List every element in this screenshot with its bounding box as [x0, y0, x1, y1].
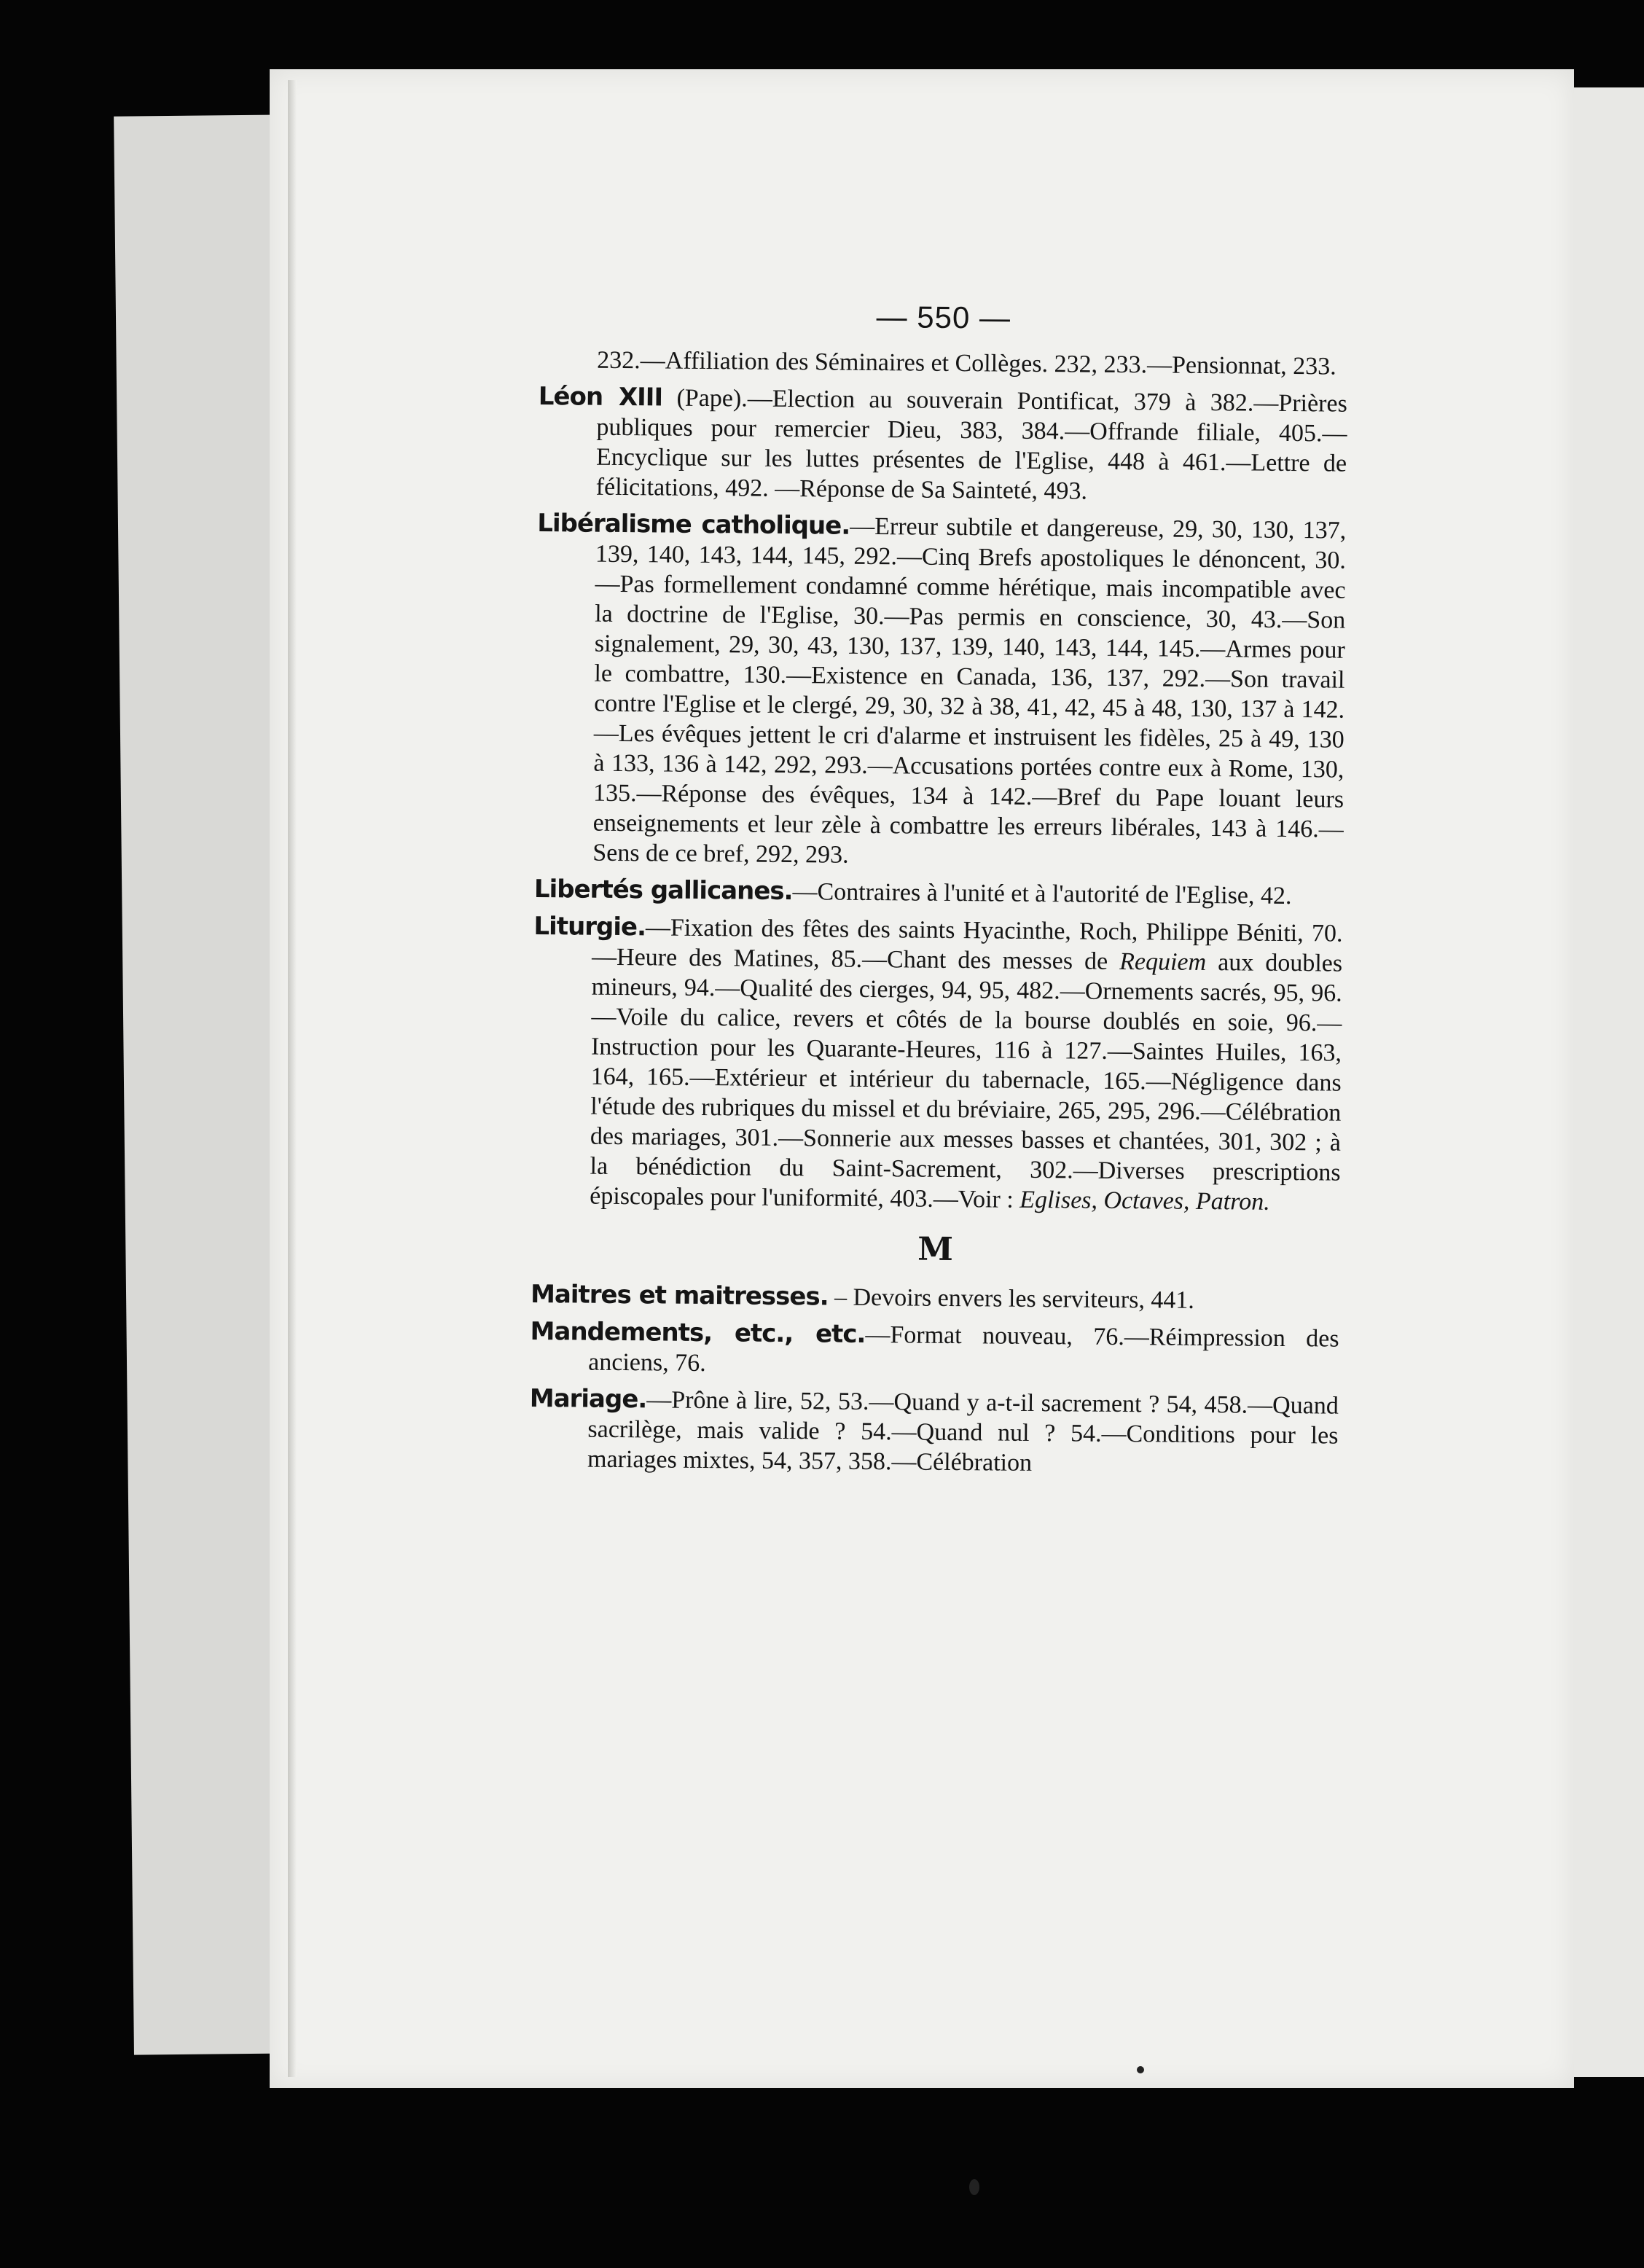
entry-body: 232.—Affiliation des Séminaires et Collèges. 232, 233.—Pensionnat, 233.: [597, 346, 1336, 380]
entry-body: —Election au souverain Pontificat, 379 à 382.—Prières publiques pour remercier Dieu, 383, 384.—Offrande filiale, 405.—Encyclique sur les luttes présentes de l'Eglise, 448 à 461.—Lettre de félicitations, 492. —Réponse de Sa Sainteté, 493.: [595, 385, 1347, 505]
entry-heading: Liturgie.: [533, 911, 646, 942]
page-fold: [288, 80, 297, 2077]
entry-italic-term: Requiem: [1119, 947, 1207, 977]
entry-heading: Libertés gallicanes.: [533, 874, 793, 907]
entry-heading: Mandements, etc., etc.: [530, 1316, 866, 1349]
index-entry-maitres: [531, 1280, 1339, 1317]
entry-heading: Léon XIII: [538, 381, 663, 412]
index-entry-liberalisme: [534, 509, 1346, 875]
ink-speck: [1137, 2066, 1144, 2073]
index-entry-leon-xiii: [538, 382, 1347, 509]
entry-heading-suffix: (Pape).: [662, 384, 748, 412]
entry-body: – Devoirs envers les serviteurs, 441.: [828, 1283, 1195, 1314]
index-entry-mariage: [529, 1384, 1339, 1481]
index-entry-continuation: [539, 345, 1347, 382]
section-letter: M: [917, 1230, 954, 1269]
index-entry-liturgie: [531, 912, 1343, 1218]
entry-italic-crossref: Eglises, Octaves, Patron.: [1019, 1186, 1270, 1216]
entry-body: —Fixation des fêtes des saints Hyacinthe, Roch, Philippe Béniti, 70.—Heure des Matines, 85.—Chant des messes de: [591, 914, 1343, 975]
entry-body: aux doubles mineurs, 94.—Qualité des cierges, 94, 95, 482.—Ornements sacrés, 95, 96.—Voile du calice, revers et côtés de la bourse doublés en soie, 96.—Instruction pour les Quarante-Heures, 116 à 127.—Saintes Huiles, 163, 164, 165.—Extérieur et intérieur du tabernacle, 165.—Négligence dans l'étude des rubriques du missel et du bréviaire, 265, 295, 296.—Célébration des mariages, 301.—Sonnerie aux messes basses et chantées, 301, 302 ; à la bénédiction du Saint-Sacrement, 302.—Diverses prescriptions épiscopales pour l'uniformité, 403.—Voir :: [590, 949, 1343, 1213]
index-entry-libertes: [534, 875, 1343, 912]
entry-body: —Prône à lire, 52, 53.—Quand y a-t-il sacrement ? 54, 458.—Quand sacrilège, mais valide ? 54.—Quand nul ? 54.—Conditions pour les mariages mixtes, 54, 357, 358.—Célébration: [587, 1386, 1339, 1477]
page-number: — 550 —: [876, 300, 1011, 335]
index-entry-mandements: [530, 1317, 1339, 1384]
entry-body: —Format nouveau, 76.—Réimpression des anciens, 76.: [588, 1321, 1339, 1377]
entry-body: —Erreur subtile et dangereuse, 29, 30, 130, 137, 139, 140, 143, 144, 145, 292.—Cinq Brefs apostoliques le dénoncent, 30.—Pas formellement condamné comme hérétique, mais incompatible avec la doctrine de l'Eglise, 30.—Pas permis en conscience, 30, 43.—Son signalement, 29, 30, 43, 130, 137, 139, 140, 143, 144, 145.—Armes pour le combattre, 130.—Existence en Canada, 136, 137, 292.—Son travail contre l'Eglise et le clergé, 29, 30, 32 à 38, 41, 42, 45 à 48, 130, 137 à 142.—Les évêques jettent le cri d'alarme et instruisent les fidèles, 25 à 49, 130 à 133, 136 à 142, 292, 293.—Accusations portées contre eux à Rome, 130, 135.—Réponse des évêques, 134 à 142.—Bref du Pape louant leurs enseignements et leur zèle à combattre les erreurs libérales, 143 à 146.—Sens de ce bref, 292, 293.: [592, 512, 1347, 869]
ink-speck: [969, 2179, 979, 2195]
entry-heading: Libéralisme catholique.: [537, 508, 850, 541]
index-text: [529, 299, 1348, 1488]
entry-heading: Maitres et maitresses.: [530, 1279, 829, 1312]
entry-heading: Mariage.: [529, 1383, 647, 1415]
entry-body: —Contraires à l'unité et à l'autorité de l'Eglise, 42.: [792, 878, 1292, 910]
